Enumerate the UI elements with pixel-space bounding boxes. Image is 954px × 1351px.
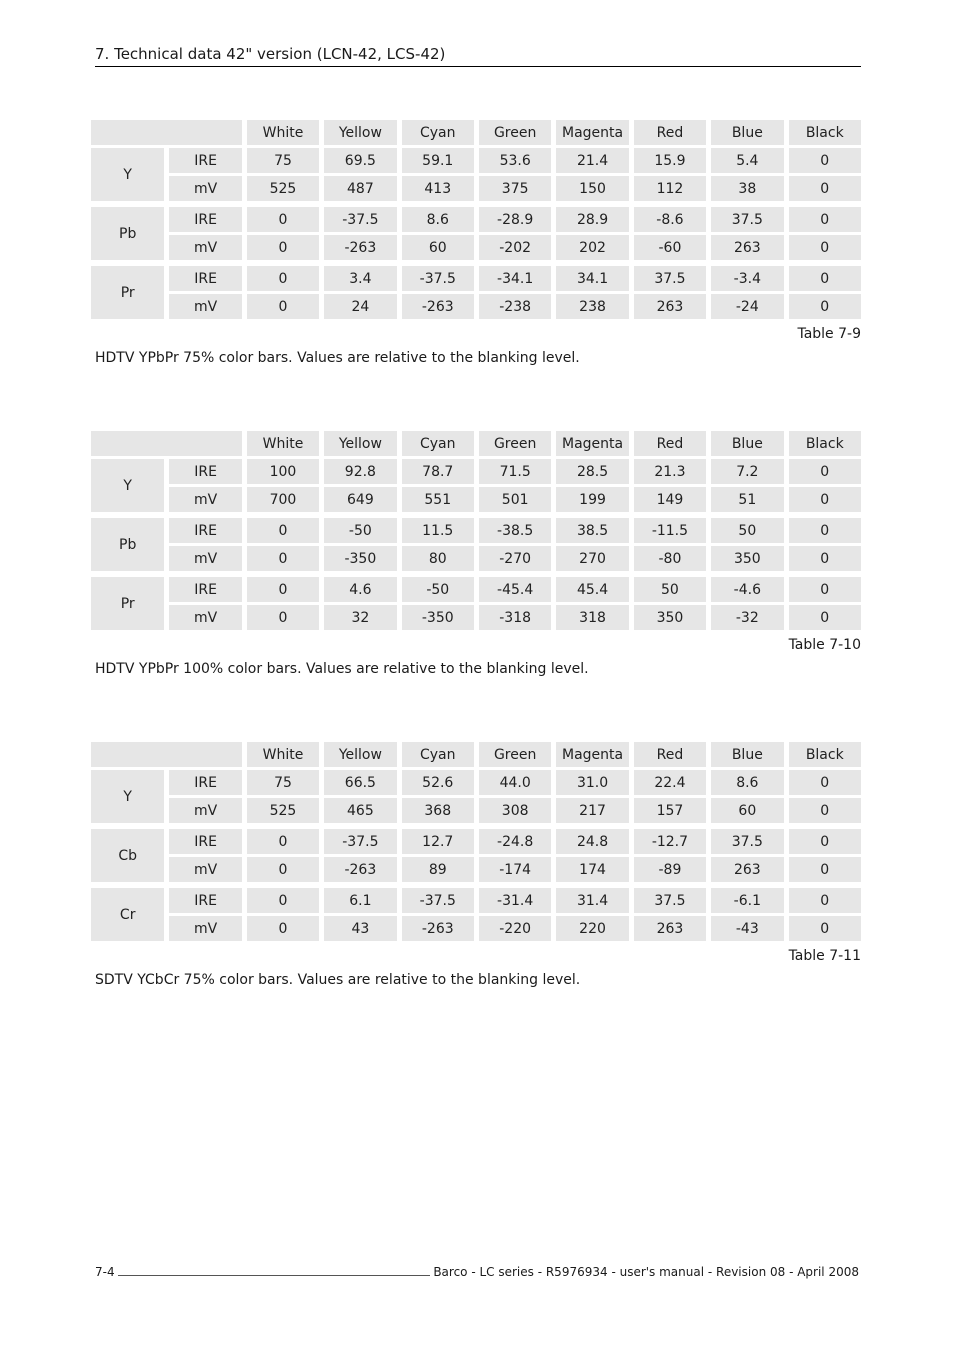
- table-row: [91, 577, 861, 602]
- value-cell: -263: [324, 857, 396, 882]
- value-cell: -6.1: [711, 888, 783, 913]
- value-cell: -45.4: [479, 577, 551, 602]
- value-cell: 24: [324, 294, 396, 319]
- table-block-7-10: [91, 428, 863, 678]
- value-cell: 37.5: [634, 888, 706, 913]
- color-bars-table: [86, 739, 866, 944]
- value-cell: -24.8: [479, 829, 551, 854]
- column-header: Magenta: [556, 431, 628, 456]
- value-cell: 24.8: [556, 829, 628, 854]
- signal-group-label: Cr: [91, 888, 164, 941]
- unit-cell: IRE: [169, 518, 241, 543]
- value-cell: -28.9: [479, 207, 551, 232]
- value-cell: 501: [479, 487, 551, 512]
- value-cell: 174: [556, 857, 628, 882]
- table-row: [91, 798, 861, 823]
- value-cell: 21.3: [634, 459, 706, 484]
- value-cell: 700: [247, 487, 319, 512]
- value-cell: 0: [789, 266, 861, 291]
- value-cell: 3.4: [324, 266, 396, 291]
- value-cell: 0: [789, 857, 861, 882]
- value-cell: 15.9: [634, 148, 706, 173]
- value-cell: -8.6: [634, 207, 706, 232]
- unit-cell: IRE: [169, 266, 241, 291]
- value-cell: 350: [711, 546, 783, 571]
- value-cell: 75: [247, 148, 319, 173]
- table-caption: HDTV YPbPr 100% color bars. Values are relative to the blanking level.: [95, 661, 589, 677]
- value-cell: 413: [402, 176, 474, 201]
- column-header: Yellow: [324, 120, 396, 145]
- value-cell: 263: [634, 916, 706, 941]
- value-cell: 149: [634, 487, 706, 512]
- value-cell: -31.4: [479, 888, 551, 913]
- value-cell: 43: [324, 916, 396, 941]
- value-cell: 4.6: [324, 577, 396, 602]
- value-cell: 525: [247, 798, 319, 823]
- value-cell: -34.1: [479, 266, 551, 291]
- value-cell: 38: [711, 176, 783, 201]
- header-corner-cell: [91, 431, 242, 456]
- value-cell: 525: [247, 176, 319, 201]
- value-cell: 0: [789, 916, 861, 941]
- value-cell: 150: [556, 176, 628, 201]
- unit-cell: mV: [169, 235, 241, 260]
- table-header-row: [91, 120, 861, 145]
- column-header: Yellow: [324, 431, 396, 456]
- value-cell: -263: [402, 294, 474, 319]
- column-header: Green: [479, 742, 551, 767]
- value-cell: -4.6: [711, 577, 783, 602]
- table-header-row: [91, 742, 861, 767]
- value-cell: 51: [711, 487, 783, 512]
- signal-group-label: Pb: [91, 207, 164, 260]
- table-caption: SDTV YCbCr 75% color bars. Values are relative to the blanking level.: [95, 972, 581, 988]
- table-number: Table 7-9: [797, 326, 861, 342]
- value-cell: 0: [789, 798, 861, 823]
- table-row: [91, 829, 861, 854]
- column-header: Blue: [711, 120, 783, 145]
- value-cell: -174: [479, 857, 551, 882]
- value-cell: 0: [789, 888, 861, 913]
- unit-cell: mV: [169, 294, 241, 319]
- value-cell: 100: [247, 459, 319, 484]
- value-cell: 53.6: [479, 148, 551, 173]
- value-cell: 12.7: [402, 829, 474, 854]
- color-bars-table: [86, 428, 866, 633]
- value-cell: 0: [247, 207, 319, 232]
- value-cell: 487: [324, 176, 396, 201]
- footer-text: Barco - LC series - R5976934 - user's manual - Revision 08 - April 2008: [433, 1265, 859, 1279]
- value-cell: 0: [789, 294, 861, 319]
- table-block-7-9: [91, 117, 863, 367]
- value-cell: 220: [556, 916, 628, 941]
- value-cell: 59.1: [402, 148, 474, 173]
- footer-rule: [118, 1275, 431, 1276]
- table-header-row: [91, 431, 861, 456]
- value-cell: 238: [556, 294, 628, 319]
- value-cell: 0: [789, 605, 861, 630]
- value-cell: 28.9: [556, 207, 628, 232]
- column-header: White: [247, 431, 319, 456]
- value-cell: -11.5: [634, 518, 706, 543]
- column-header: Cyan: [402, 431, 474, 456]
- value-cell: 44.0: [479, 770, 551, 795]
- column-header: White: [247, 742, 319, 767]
- unit-cell: IRE: [169, 148, 241, 173]
- table-row: [91, 148, 861, 173]
- column-header: Yellow: [324, 742, 396, 767]
- value-cell: 0: [789, 770, 861, 795]
- value-cell: 0: [789, 577, 861, 602]
- unit-cell: mV: [169, 605, 241, 630]
- value-cell: 0: [247, 294, 319, 319]
- value-cell: 375: [479, 176, 551, 201]
- column-header: Green: [479, 120, 551, 145]
- table-number: Table 7-11: [788, 948, 861, 964]
- column-header: Green: [479, 431, 551, 456]
- header-corner-cell: [91, 120, 242, 145]
- value-cell: 0: [789, 487, 861, 512]
- value-cell: 45.4: [556, 577, 628, 602]
- value-cell: 0: [247, 857, 319, 882]
- column-header: Black: [789, 742, 861, 767]
- value-cell: -89: [634, 857, 706, 882]
- table-number: Table 7-10: [788, 637, 861, 653]
- table-row: [91, 207, 861, 232]
- value-cell: 28.5: [556, 459, 628, 484]
- value-cell: 32: [324, 605, 396, 630]
- unit-cell: IRE: [169, 459, 241, 484]
- table-row: [91, 176, 861, 201]
- signal-group-label: Y: [91, 770, 164, 823]
- value-cell: 8.6: [402, 207, 474, 232]
- value-cell: 263: [711, 857, 783, 882]
- value-cell: -37.5: [324, 829, 396, 854]
- header-corner-cell: [91, 742, 242, 767]
- column-header: Black: [789, 431, 861, 456]
- table-row: [91, 459, 861, 484]
- value-cell: 157: [634, 798, 706, 823]
- value-cell: -32: [711, 605, 783, 630]
- table-row: [91, 605, 861, 630]
- table-row: [91, 266, 861, 291]
- value-cell: 0: [789, 235, 861, 260]
- value-cell: 89: [402, 857, 474, 882]
- unit-cell: IRE: [169, 829, 241, 854]
- value-cell: 270: [556, 546, 628, 571]
- value-cell: 31.4: [556, 888, 628, 913]
- column-header: Blue: [711, 742, 783, 767]
- page-number: 7-4: [95, 1265, 115, 1279]
- value-cell: 21.4: [556, 148, 628, 173]
- value-cell: 8.6: [711, 770, 783, 795]
- value-cell: 0: [789, 546, 861, 571]
- value-cell: 318: [556, 605, 628, 630]
- value-cell: 52.6: [402, 770, 474, 795]
- value-cell: 0: [247, 546, 319, 571]
- unit-cell: mV: [169, 798, 241, 823]
- value-cell: 0: [789, 176, 861, 201]
- signal-group-label: Pr: [91, 577, 164, 630]
- value-cell: 60: [402, 235, 474, 260]
- value-cell: -263: [324, 235, 396, 260]
- table-row: [91, 546, 861, 571]
- table-row: [91, 294, 861, 319]
- table-row: [91, 235, 861, 260]
- value-cell: 69.5: [324, 148, 396, 173]
- unit-cell: mV: [169, 857, 241, 882]
- table-row: [91, 916, 861, 941]
- column-header: Magenta: [556, 120, 628, 145]
- value-cell: 0: [789, 148, 861, 173]
- column-header: Red: [634, 742, 706, 767]
- table-row: [91, 487, 861, 512]
- value-cell: 263: [711, 235, 783, 260]
- value-cell: 92.8: [324, 459, 396, 484]
- value-cell: -350: [324, 546, 396, 571]
- value-cell: 66.5: [324, 770, 396, 795]
- table-row: [91, 857, 861, 882]
- unit-cell: mV: [169, 916, 241, 941]
- value-cell: 22.4: [634, 770, 706, 795]
- value-cell: 31.0: [556, 770, 628, 795]
- value-cell: 37.5: [711, 829, 783, 854]
- value-cell: 0: [789, 518, 861, 543]
- unit-cell: IRE: [169, 577, 241, 602]
- signal-group-label: Pr: [91, 266, 164, 319]
- value-cell: -202: [479, 235, 551, 260]
- column-header: Cyan: [402, 120, 474, 145]
- table-caption: HDTV YPbPr 75% color bars. Values are relative to the blanking level.: [95, 350, 580, 366]
- value-cell: -220: [479, 916, 551, 941]
- value-cell: 263: [634, 294, 706, 319]
- value-cell: 80: [402, 546, 474, 571]
- value-cell: -37.5: [402, 266, 474, 291]
- value-cell: 350: [634, 605, 706, 630]
- column-header: Red: [634, 431, 706, 456]
- value-cell: 0: [789, 829, 861, 854]
- column-header: White: [247, 120, 319, 145]
- value-cell: 0: [247, 829, 319, 854]
- column-header: Blue: [711, 431, 783, 456]
- column-header: Red: [634, 120, 706, 145]
- value-cell: 0: [247, 916, 319, 941]
- value-cell: 38.5: [556, 518, 628, 543]
- signal-group-label: Y: [91, 148, 164, 201]
- value-cell: 202: [556, 235, 628, 260]
- value-cell: -37.5: [324, 207, 396, 232]
- value-cell: 6.1: [324, 888, 396, 913]
- value-cell: 37.5: [711, 207, 783, 232]
- value-cell: 34.1: [556, 266, 628, 291]
- signal-group-label: Pb: [91, 518, 164, 571]
- page-footer: [95, 1262, 859, 1280]
- table-block-7-11: [91, 739, 863, 989]
- value-cell: -318: [479, 605, 551, 630]
- column-header: Black: [789, 120, 861, 145]
- value-cell: 75: [247, 770, 319, 795]
- value-cell: 0: [247, 518, 319, 543]
- value-cell: 0: [789, 207, 861, 232]
- value-cell: 112: [634, 176, 706, 201]
- value-cell: -38.5: [479, 518, 551, 543]
- value-cell: -12.7: [634, 829, 706, 854]
- value-cell: 217: [556, 798, 628, 823]
- value-cell: 368: [402, 798, 474, 823]
- value-cell: 465: [324, 798, 396, 823]
- value-cell: 199: [556, 487, 628, 512]
- column-header: Magenta: [556, 742, 628, 767]
- table-row: [91, 770, 861, 795]
- unit-cell: mV: [169, 487, 241, 512]
- chapter-title: 7. Technical data 42" version (LCN-42, LCS-42): [95, 45, 446, 63]
- value-cell: 71.5: [479, 459, 551, 484]
- value-cell: 78.7: [402, 459, 474, 484]
- value-cell: 0: [247, 266, 319, 291]
- value-cell: 551: [402, 487, 474, 512]
- value-cell: -263: [402, 916, 474, 941]
- value-cell: 11.5: [402, 518, 474, 543]
- column-header: Cyan: [402, 742, 474, 767]
- unit-cell: mV: [169, 176, 241, 201]
- value-cell: 0: [247, 888, 319, 913]
- value-cell: -50: [402, 577, 474, 602]
- value-cell: 5.4: [711, 148, 783, 173]
- value-cell: 0: [247, 235, 319, 260]
- value-cell: -350: [402, 605, 474, 630]
- signal-group-label: Y: [91, 459, 164, 512]
- signal-group-label: Cb: [91, 829, 164, 882]
- value-cell: 50: [634, 577, 706, 602]
- value-cell: -43: [711, 916, 783, 941]
- value-cell: 0: [247, 605, 319, 630]
- unit-cell: IRE: [169, 888, 241, 913]
- value-cell: 0: [789, 459, 861, 484]
- value-cell: -60: [634, 235, 706, 260]
- color-bars-table: [86, 117, 866, 322]
- value-cell: 7.2: [711, 459, 783, 484]
- value-cell: -24: [711, 294, 783, 319]
- value-cell: 37.5: [634, 266, 706, 291]
- value-cell: -238: [479, 294, 551, 319]
- page-header: [95, 44, 861, 67]
- value-cell: 649: [324, 487, 396, 512]
- value-cell: 60: [711, 798, 783, 823]
- value-cell: 308: [479, 798, 551, 823]
- value-cell: -3.4: [711, 266, 783, 291]
- unit-cell: IRE: [169, 770, 241, 795]
- value-cell: -270: [479, 546, 551, 571]
- table-row: [91, 888, 861, 913]
- table-row: [91, 518, 861, 543]
- unit-cell: IRE: [169, 207, 241, 232]
- value-cell: -80: [634, 546, 706, 571]
- unit-cell: mV: [169, 546, 241, 571]
- value-cell: -37.5: [402, 888, 474, 913]
- value-cell: 50: [711, 518, 783, 543]
- value-cell: -50: [324, 518, 396, 543]
- value-cell: 0: [247, 577, 319, 602]
